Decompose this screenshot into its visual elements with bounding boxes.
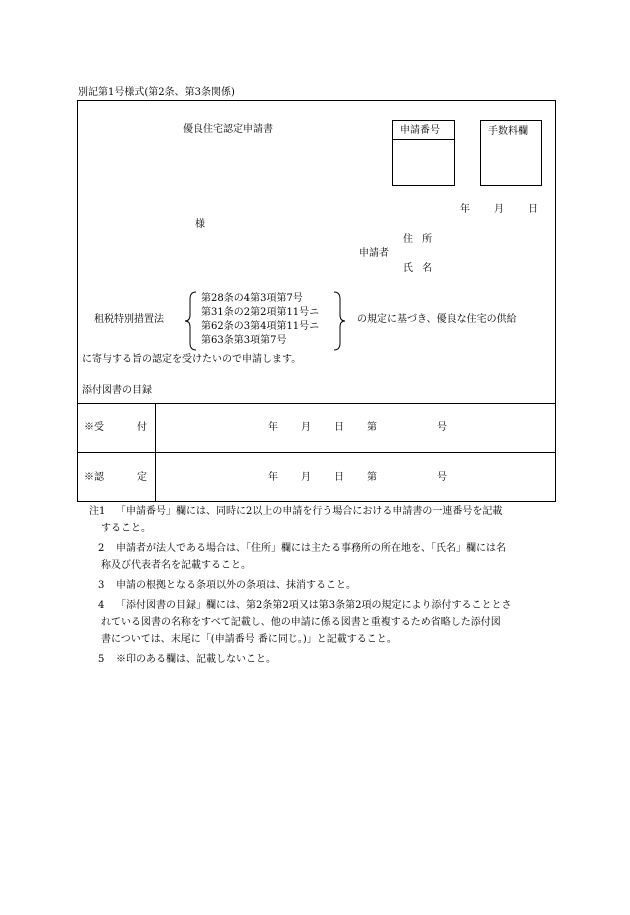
certification-no: 第	[367, 472, 377, 483]
body-text-line-1: の規定に基づき、優良な住宅の供給	[357, 314, 517, 325]
article-item: 第63条第3項第7号	[201, 335, 287, 346]
body-text-line-2: に寄与する旨の認定を受けたいので申請します。	[82, 354, 302, 365]
reception-month: 月	[301, 422, 311, 433]
note-number: 注1	[89, 506, 106, 517]
article-item: 第31条の2第2項第11号ニ	[201, 307, 320, 318]
reception-no: 第	[367, 422, 377, 433]
applicant-name-label: 氏 名	[403, 263, 433, 274]
table-column-divider	[155, 403, 156, 502]
note-line: すること。	[101, 523, 151, 534]
addressee-suffix: 様	[195, 219, 205, 230]
note-line: 申請の根拠となる条項以外の条項は、抹消すること。	[116, 580, 356, 591]
application-number-label: 申請番号	[400, 125, 440, 136]
note-line: ※印のある欄は、記載しないこと。	[116, 654, 276, 665]
note-number: 5	[98, 654, 105, 665]
certification-label-b: 定	[137, 472, 147, 483]
note-number: 2	[98, 543, 105, 554]
note-line: 称及び代表者名を記載すること。	[101, 560, 251, 571]
table-top-line	[77, 403, 556, 404]
reception-day: 日	[334, 422, 344, 433]
note-number: 3	[98, 580, 105, 591]
applicant-address-label: 住 所	[403, 234, 433, 245]
date-year: 年	[460, 204, 470, 215]
reception-year: 年	[268, 422, 278, 433]
law-name: 租税特別措置法	[94, 314, 164, 325]
reception-label-b: 付	[137, 422, 147, 433]
certification-year: 年	[268, 472, 278, 483]
article-item: 第28条の4第3項第7号	[201, 293, 303, 304]
certification-num: 号	[437, 472, 447, 483]
note-line: 「申請番号」欄には、同時に2以上の申請を行う場合における申請書の一連番号を記載	[116, 506, 503, 517]
certification-month: 月	[301, 472, 311, 483]
application-number-divider	[392, 139, 455, 140]
table-middle-line	[77, 452, 556, 453]
form-title: 優良住宅認定申請書	[183, 124, 273, 135]
attachments-label: 添付図書の目録	[82, 385, 152, 396]
note-line: 申請者が法人である場合は、「住所」欄には主たる事務所の所在地を、「氏名」欄には名	[116, 543, 506, 554]
form-header: 別記第1号様式(第2条、第3条関係)	[78, 87, 235, 98]
article-item: 第62条の3第4項第11号ニ	[201, 321, 320, 332]
left-brace	[184, 291, 198, 351]
date-day: 日	[528, 204, 538, 215]
applicant-label: 申請者	[359, 248, 389, 259]
note-number: 4	[98, 600, 105, 611]
date-month: 月	[494, 204, 504, 215]
note-line: 「添付図書の目録」欄には、第2条第2項又は第3条第2項の規定により添付することとさ	[116, 600, 512, 611]
right-brace	[332, 291, 346, 351]
fee-label: 手数料欄	[488, 126, 528, 137]
note-line: れている図書の名称をすべて記載し、他の申請に係る図書と重複するため省略した添付図	[101, 617, 501, 628]
certification-label-a: ※認	[84, 472, 104, 483]
reception-label-a: ※受	[84, 422, 104, 433]
certification-day: 日	[334, 472, 344, 483]
note-line: 書については、末尾に「(申請番号 番に同じ。)」と記載すること。	[101, 634, 397, 645]
reception-num: 号	[437, 422, 447, 433]
